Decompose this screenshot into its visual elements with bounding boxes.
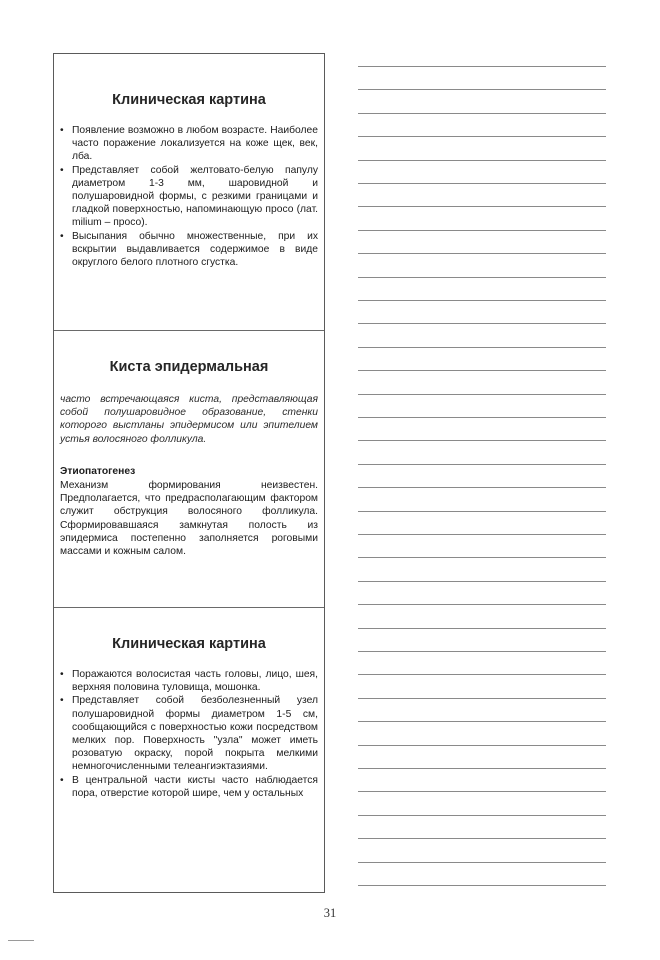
edge-mark xyxy=(8,940,34,941)
note-line xyxy=(358,557,606,558)
content-panel xyxy=(53,53,325,893)
note-line xyxy=(358,487,606,488)
note-line xyxy=(358,862,606,863)
note-line xyxy=(358,511,606,512)
list-item: • Представляет собой безболезненный узел полушаровидной формы диаметром 1-5 см, сообщающийся с поверхностью кожи посредством мелких пор. Поверхность "узла" может иметь розоватую окраску, порой покрыта мелкими немногочисленными телеангиэктазиями. xyxy=(60,694,318,773)
clinical-picture-section-2 xyxy=(54,608,324,893)
list-item: • Высыпания обычно множественные, при их вскрытии выдавливается содержимое в виде округлого белого плотного сгустка. xyxy=(60,230,318,270)
list-item: • Представляет собой желтовато-белую папулу диаметром 1-3 мм, шаровидной и полушаровидной формы, с резкими границами и гладкой поверхностью, напоминающую просо (лат. milium – просо). xyxy=(60,164,318,230)
note-line xyxy=(358,838,606,839)
note-line xyxy=(358,581,606,582)
note-line xyxy=(358,745,606,746)
note-line xyxy=(358,628,606,629)
note-line xyxy=(358,604,606,605)
note-line xyxy=(358,89,606,90)
note-line xyxy=(358,206,606,207)
page-number: 31 xyxy=(323,906,337,920)
note-line xyxy=(358,698,606,699)
note-line xyxy=(358,113,606,114)
clinical-picture-section-1 xyxy=(54,54,324,330)
note-line xyxy=(358,464,606,465)
note-line xyxy=(358,815,606,816)
bullet-list xyxy=(60,124,318,269)
note-line xyxy=(358,370,606,371)
note-line xyxy=(358,253,606,254)
note-line xyxy=(358,323,606,324)
section-title: Клиническая картина xyxy=(112,92,266,108)
note-line xyxy=(358,347,606,348)
list-item: • Поражаются волосистая часть головы, лицо, шея, верхняя половина туловища, мошонка. xyxy=(60,668,318,694)
note-line xyxy=(358,394,606,395)
note-line xyxy=(358,300,606,301)
note-line xyxy=(358,651,606,652)
note-line xyxy=(358,230,606,231)
note-line xyxy=(358,417,606,418)
note-line xyxy=(358,791,606,792)
body-text: Механизм формирования неизвестен. Предполагается, что предрасполагающим фактором служит обструкция волосяного фолликула. Сформировавшаяся замкнутая полость из эпидермиса постепенно заполняется роговыми массами и кожным салом. xyxy=(60,480,318,558)
epidermal-cyst-section xyxy=(54,331,324,607)
note-line xyxy=(358,534,606,535)
note-line xyxy=(358,674,606,675)
definition-text: часто встречающаяся киста, представляющая собой полушаровидное образование, стенки которого выстланы эпидермисом или эпителием устья волосяного фолликула. xyxy=(60,394,318,445)
list-item: • В центральной части кисты часто наблюдается пора, отверстие которой шире, чем у остальных xyxy=(60,774,318,800)
note-line xyxy=(358,136,606,137)
section-title: Клиническая картина xyxy=(112,636,266,652)
section-title: Киста эпидермальная xyxy=(109,359,269,375)
note-line xyxy=(358,885,606,886)
note-line xyxy=(358,66,606,67)
subheading: Этиопатогенез xyxy=(60,465,136,477)
note-line xyxy=(358,183,606,184)
note-lines-area xyxy=(358,66,606,896)
list-item: • Появление возможно в любом возрасте. Наиболее часто поражение локализуется на коже щек, век, лба. xyxy=(60,124,318,164)
note-line xyxy=(358,768,606,769)
note-line xyxy=(358,440,606,441)
note-line xyxy=(358,160,606,161)
note-line xyxy=(358,721,606,722)
bullet-list xyxy=(60,668,318,800)
note-line xyxy=(358,277,606,278)
